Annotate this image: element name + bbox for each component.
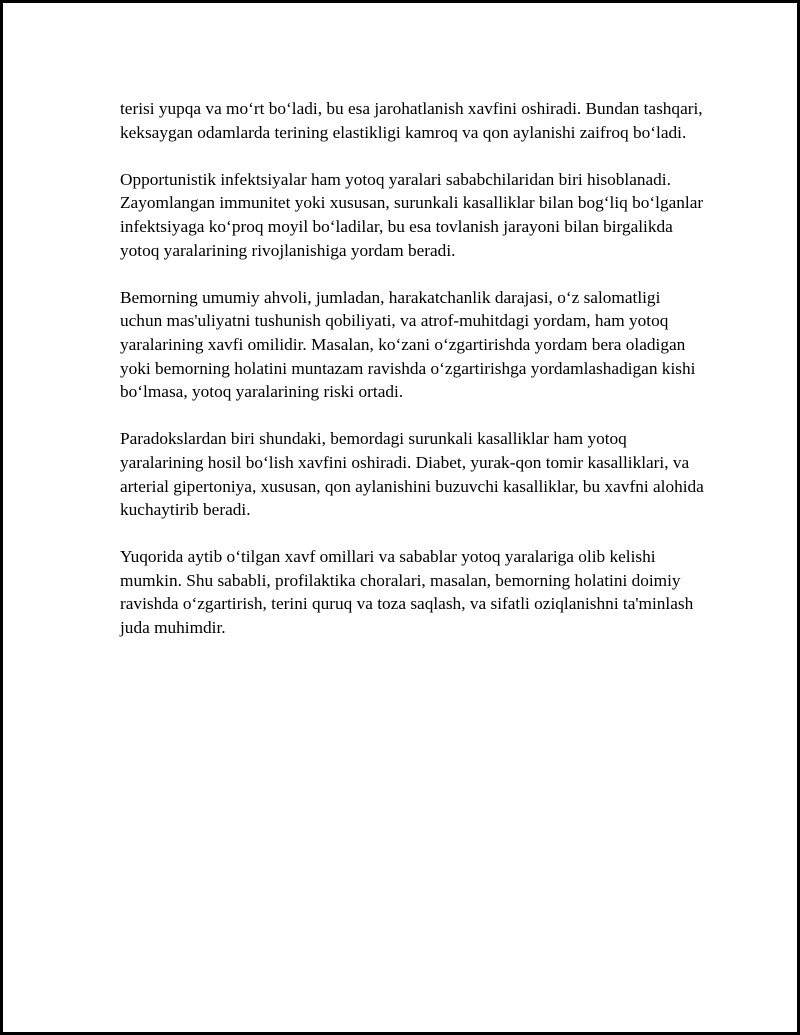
- document-body: [120, 97, 705, 663]
- paragraph-2: Opportunistik infektsiyalar ham yotoq yaralari sababchilaridan biri hisoblanadi. Zayomlangan immunitet yoki xususan, surunkali kasalliklar bilan bog‘liq bo‘lganlar infektsiyaga ko‘proq moyil bo‘ladilar, bu esa tovlanish jarayoni bilan birgalikda yotoq yaralarining rivojlanishiga yordam beradi.: [120, 169, 704, 260]
- paragraph-3: Bemorning umumiy ahvoli, jumladan, harakatchanlik darajasi, o‘z salomatligi uchun mas'uliyatni tushunish qobiliyati, va atrof-muhitdagi yordam, ham yotoq yaralarining xavfi omilidir. Masalan, ko‘zani o‘zgartirishda yordam bera oladigan yoki bemorning holatini muntazam ravishda o‘zgartirishga yordamlashadigan kishi bo‘lmasa, yotoq yaralarining riski ortadi.: [120, 287, 696, 402]
- paragraph-4: Paradokslardan biri shundaki, bemordagi surunkali kasalliklar ham yotoq yaralarining hosil bo‘lish xavfini oshiradi. Diabet, yurak-qon tomir kasalliklari, va arterial gipertoniya, xususan, qon aylanishini buzuvchi kasalliklar, bu xavfni alohida kuchaytirib beradi.: [120, 429, 704, 520]
- paragraph-5: Yuqorida aytib o‘tilgan xavf omillari va sabablar yotoq yaralariga olib kelishi mumkin. Shu sababli, profilaktika choralari, masalan, bemorning holatini doimiy ravishda o‘zgartirish, terini quruq va toza saqlash, va sifatli oziqlanishni ta'minlash juda muhimdir.: [120, 547, 694, 638]
- paragraph-1: terisi yupqa va mo‘rt bo‘ladi, bu esa jarohatlanish xavfini oshiradi. Bundan tashqari, keksaygan odamlarda terining elastikligi kamroq va qon aylanishi zaifroq bo‘ladi.: [120, 99, 703, 142]
